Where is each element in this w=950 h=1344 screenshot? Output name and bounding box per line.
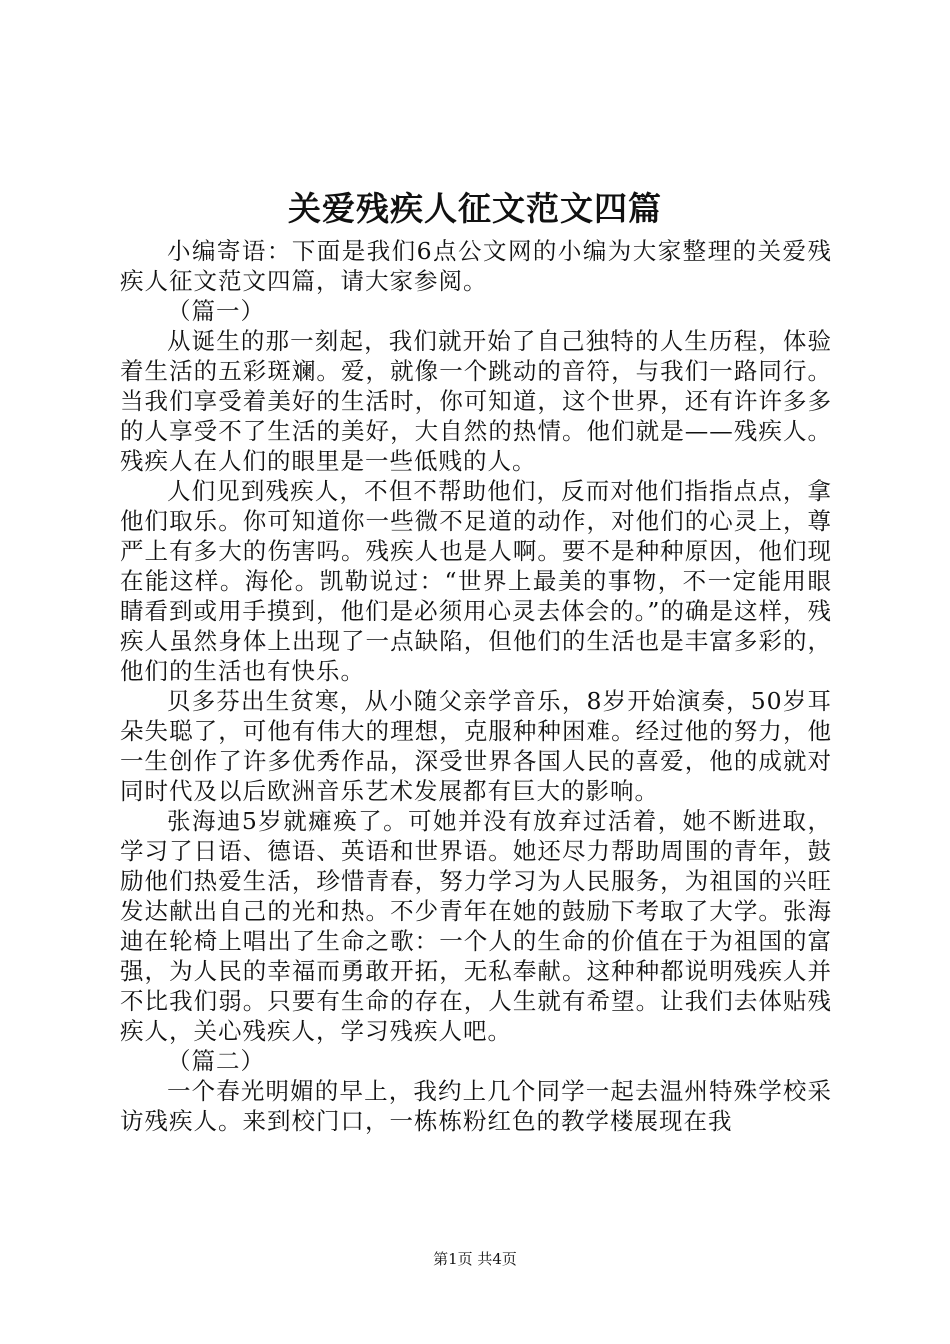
paragraph: 张海迪5岁就瘫痪了。可她并没有放弃过活着，她不断进取，学习了日语、德语、英语和世界语。她还尽力帮助周围的青年，鼓励他们热爱生活，珍惜青春，努力学习为人民服务，为祖国的兴旺发达献出自己的光和热。不少青年在她的鼓励下考取了大学。张海迪在轮椅上唱出了生命之歌：一个人的生命的价值在于为祖国的富强，为人民的幸福而勇敢开拓，无私奉献。这种种都说明残疾人并不比我们弱。只要有生命的存在，人生就有希望。让我们去体贴残疾人，关心残疾人，学习残疾人吧。 <box>120 807 832 1045</box>
paragraph-intro: 小编寄语：下面是我们6点公文网的小编为大家整理的关爱残疾人征文范文四篇，请大家参阅。 <box>120 237 832 295</box>
page-footer: 第1页 共4页 <box>433 1250 517 1268</box>
paragraph: 人们见到残疾人，不但不帮助他们，反而对他们指指点点，拿他们取乐。你可知道你一些微不足道的动作，对他们的心灵上，尊严上有多大的伤害吗。残疾人也是人啊。要不是种种原因，他们现在能这样。海伦。凯勒说过：“世界上最美的事物，不一定能用眼睛看到或用手摸到，他们是必须用心灵去体会的。”的确是这样，残疾人虽然身体上出现了一点缺陷，但他们的生活也是丰富多彩的，他们的生活也有快乐。 <box>120 477 832 685</box>
paragraph: 一个春光明媚的早上，我约上几个同学一起去温州特殊学校采访残疾人。来到校门口，一栋栋粉红色的教学楼展现在我 <box>120 1077 832 1135</box>
paragraph: 从诞生的那一刻起，我们就开始了自己独特的人生历程，体验着生活的五彩斑斓。爱，就像一个跳动的音符，与我们一路同行。当我们享受着美好的生活时，你可知道，这个世界，还有许许多多的人享受不了生活的美好，大自然的热情。他们就是——残疾人。残疾人在人们的眼里是一些低贱的人。 <box>120 327 832 475</box>
paragraph: 贝多芬出生贫寒，从小随父亲学音乐，8岁开始演奏，50岁耳朵失聪了，可他有伟大的理想，克服种种困难。经过他的努力，他一生创作了许多优秀作品，深受世界各国人民的喜爱，他的成就对同时代及以后欧洲音乐艺术发展都有巨大的影响。 <box>120 687 832 805</box>
section-heading-part-one: （篇一） <box>167 297 265 325</box>
section-heading-part-two: （篇二） <box>167 1047 265 1075</box>
document-title: 关爱残疾人征文范文四篇 <box>288 189 662 228</box>
document-body <box>120 236 832 1136</box>
